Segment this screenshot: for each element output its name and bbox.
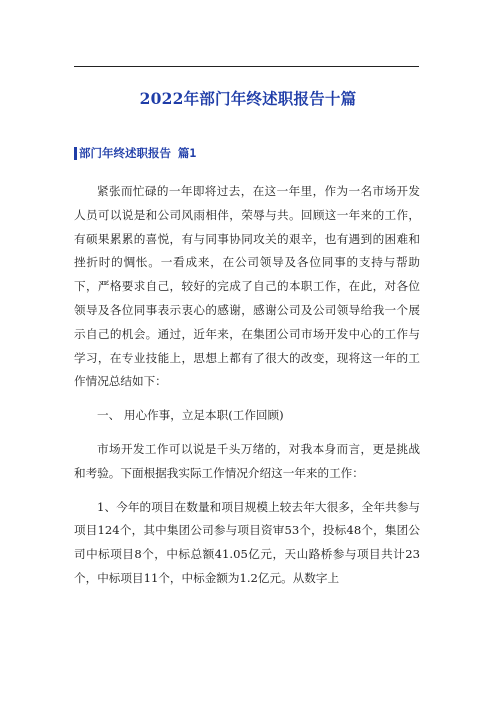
document-title: 2022年部门年终述职报告十篇 <box>139 89 357 108</box>
document-body <box>74 180 420 591</box>
section-heading <box>74 145 196 161</box>
section-marker-bar <box>74 147 77 160</box>
subsection-heading: 一、 用心作事，立足本职(工作回顾) <box>97 408 284 423</box>
paragraph: 紧张而忙碌的一年即将过去，在这一年里，作为一名市场开发人员可以说是和公司风雨相伴，荣辱与共。回顾这一年来的工作，有硕果累累的喜悦，有与同事协同攻关的艰辛，也有遇到的困难和挫折时的惆怅。一看成来，在公司领导及各位同事的支持与帮助下，严格要求自己，较好的完成了自己的本职工作，在此，对各位领导及各位同事表示衷心的感谢，感谢公司及公司领导给我一个展示自己的机会。通过，近年来，在集团公司市场开发中心的工作与学习，在专业技能上，思想上都有了很大的改变，现将这一年的工作情况总结如下： <box>74 184 420 389</box>
section-heading-text: 部门年终述职报告 篇1 <box>79 146 197 160</box>
header-rule <box>74 66 419 67</box>
paragraph: 市场开发工作可以说是千头万绪的，对我本身而言，更是挑战和考验。下面根据我实际工作情况介绍这一年来的工作： <box>74 441 420 480</box>
paragraph: 1、今年的项目在数量和项目规模上较去年大很多，全年共参与项目124个，其中集团公司参与项目资审53个，投标48个，集团公司中标项目8个，中标总额41.05亿元，天山路桥参与项目共计23个，中标项目11个，中标金额为1.2亿元。从数字上 <box>74 499 420 585</box>
